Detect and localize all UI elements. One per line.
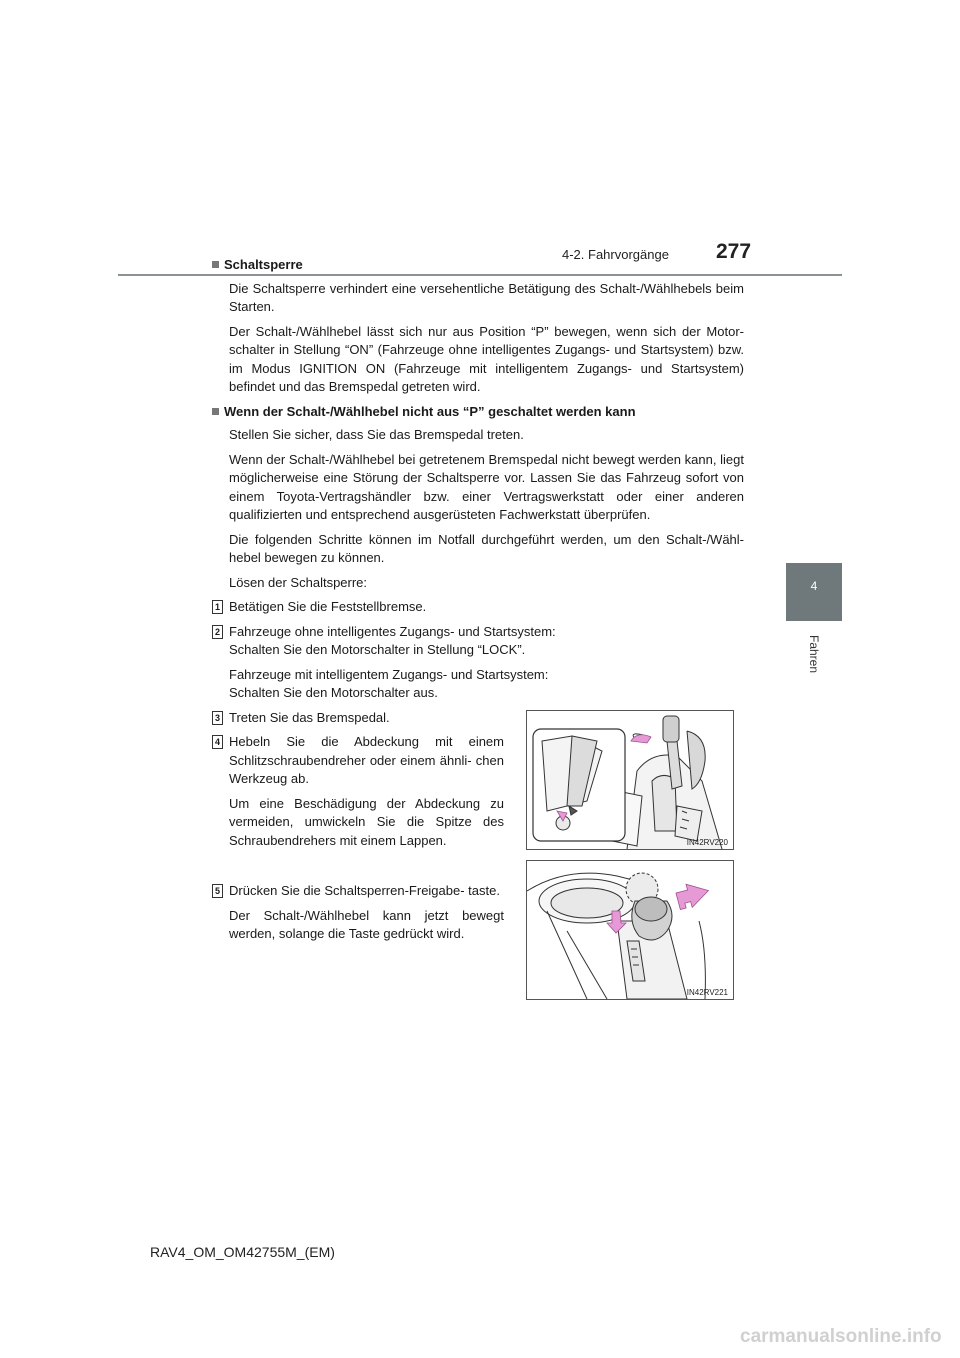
- paragraph: Lösen der Schaltsperre:: [229, 574, 368, 590]
- square-bullet-icon: [212, 261, 219, 268]
- footer-doc-id: RAV4_OM_OM42755M_(EM): [150, 1244, 335, 1260]
- watermark: carmanualsonline.info: [740, 1326, 942, 1347]
- section-heading-cannot-shift: Wenn der Schalt-/Wählhebel nicht aus “P” geschaltet werden kann: [212, 403, 744, 422]
- shift-lock-release-illustration: [527, 861, 733, 999]
- figure-code: IN42RV220: [686, 838, 728, 847]
- step-number-badge: 1: [212, 600, 223, 614]
- step-text: Betätigen Sie die Feststellbremse.: [229, 599, 427, 614]
- step-5: [212, 882, 504, 944]
- chapter-tab-number: 4: [810, 579, 818, 593]
- paragraph: Der Schalt-/Wählhebel lässt sich nur aus Position “P” bewegen, wenn sich der Motor- schalter in Stellung “ON” (Fahrzeuge ohne intelligentes Zugangs- und Startsystem) bzw. im Modus IGNITION ON (Fahrzeuge mit intelligentem Zugangs- und Startsystem) befindet und das Bremspedal getreten wird.: [229, 323, 744, 394]
- illustration-press-release-button: [526, 860, 734, 1000]
- step-text: Fahrzeuge mit intelligentem Zugangs- und Startsystem: Schalten Sie den Motorschalter aus.: [229, 666, 549, 700]
- figure-code: IN42RV221: [686, 988, 728, 997]
- step-text: Der Schalt-/Wählhebel kann jetzt bewegt werden, solange die Taste gedrückt wird.: [229, 907, 504, 941]
- step-text: Um eine Beschädigung der Abdeckung zu vermeiden, umwickeln Sie die Spitze des Schraubendrehers mit einem Lappen.: [229, 795, 504, 848]
- section-title: 4-2. Fahrvorgänge: [562, 247, 669, 262]
- step-text: Fahrzeuge ohne intelligentes Zugangs- und Startsystem: Schalten Sie den Motorschalter in Stellung “LOCK”.: [229, 623, 556, 657]
- square-bullet-icon: [212, 408, 219, 415]
- step-2: [212, 623, 744, 703]
- paragraph: Die Schaltsperre verhindert eine versehentliche Betätigung des Schalt-/Wählhebels beim Starten.: [229, 280, 744, 314]
- step-number-badge: 5: [212, 884, 223, 898]
- step-number-badge: 3: [212, 711, 223, 725]
- chapter-tab-label: Fahren: [807, 634, 821, 674]
- step-text: Treten Sie das Bremspedal.: [229, 709, 390, 725]
- section-heading-shift-lock: Schaltsperre: [212, 256, 744, 275]
- step-text: Hebeln Sie die Abdeckung mit einem Schlitzschraubendreher oder einem ähnli- chen Werkzeug ab.: [229, 734, 504, 786]
- step-4: [212, 733, 504, 876]
- screwdriver-cover-illustration: [527, 711, 733, 849]
- step-number-badge: 2: [212, 625, 223, 639]
- step-text: Drücken Sie die Schaltsperren-Freigabe- taste.: [229, 883, 500, 898]
- step-number-badge: 4: [212, 735, 223, 749]
- paragraph: Die folgenden Schritte können im Notfall durchgeführt werden, um den Schalt-/Wähl- hebel bewegen zu können.: [229, 531, 744, 565]
- paragraph: Wenn der Schalt-/Wählhebel bei getretenem Bremspedal nicht bewegt werden kann, liegt möglicherweise eine Störung der Schaltsperre vor. Lassen Sie das Fahrzeug sofort von einem Toyota-Vertragshändler bzw. einer Vertragswerkstatt oder einer anderen qualifizierten und entsprechend ausgerüsteten Fachwerkstatt überprüfen.: [229, 451, 744, 522]
- illustration-remove-cover: [526, 710, 734, 850]
- step-1: [212, 598, 744, 617]
- paragraph: Stellen Sie sicher, dass Sie das Bremspedal treten.: [229, 427, 524, 442]
- page-number: 277: [716, 240, 752, 263]
